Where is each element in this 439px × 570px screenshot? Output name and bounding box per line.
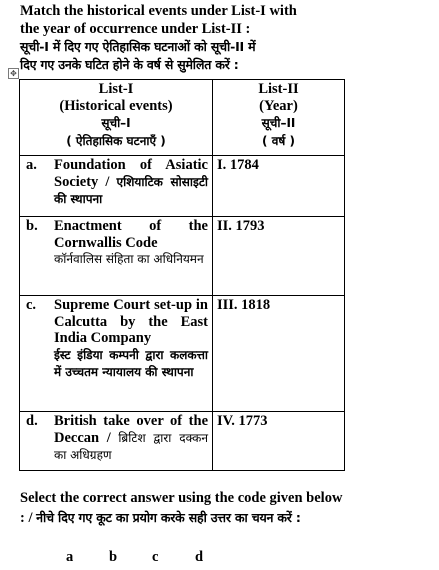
event-cell-c bbox=[20, 296, 213, 412]
event-cell-a bbox=[20, 156, 213, 217]
list2-subtitle: (Year) bbox=[259, 97, 298, 114]
list1-title: List-I bbox=[98, 81, 134, 97]
question-hindi-line-1: सूची-I में दिए गए ऐतिहासिक घटनाओं को सूची-II में bbox=[20, 39, 256, 54]
year-cell-ii bbox=[213, 217, 345, 296]
year-value: II. 1793 bbox=[217, 218, 265, 234]
list2-hindi-title: सूची–II bbox=[261, 116, 296, 130]
list1-hindi-title: सूची–I bbox=[101, 116, 131, 130]
answer-code-header bbox=[66, 549, 238, 566]
event-label: c. bbox=[26, 297, 37, 313]
event-label: a. bbox=[26, 157, 37, 173]
event-hindi: ब्रिटिश द्वारा दक्कन का अधिग्रहण bbox=[54, 430, 208, 462]
table-header-row bbox=[20, 80, 345, 156]
list2-header bbox=[213, 80, 345, 156]
question-line-2: the year of occurrence under List-II : bbox=[20, 21, 251, 37]
code-label-c: c bbox=[152, 549, 159, 565]
event-hindi: एशियाटिक सोसाइटी की स्थापना bbox=[54, 174, 208, 206]
year-value: IV. 1773 bbox=[217, 413, 268, 429]
year-cell-iii bbox=[213, 296, 345, 412]
list1-hindi-subtitle: ( ऐतिहासिक घटनाएँ ) bbox=[66, 134, 166, 148]
year-cell-i bbox=[213, 156, 345, 217]
table-row bbox=[20, 156, 345, 217]
table-row bbox=[20, 296, 345, 412]
event-english: Supreme Court set-up in Calcutta by the East India Company bbox=[54, 297, 208, 346]
list1-header bbox=[20, 80, 213, 156]
code-label-a: a bbox=[66, 549, 74, 565]
event-cell-b bbox=[20, 217, 213, 296]
year-cell-iv bbox=[213, 412, 345, 471]
list2-hindi-subtitle: ( वर्ष ) bbox=[262, 134, 295, 148]
event-english: British take over of the Deccan / bbox=[54, 413, 208, 446]
question-line-1: Match the historical events under List-I with bbox=[20, 3, 297, 19]
event-label: d. bbox=[26, 413, 38, 429]
match-table bbox=[19, 79, 345, 471]
list1-subtitle: (Historical events) bbox=[59, 97, 173, 114]
table-row bbox=[20, 217, 345, 296]
year-value: I. 1784 bbox=[217, 157, 259, 173]
instruction-english: Select the correct answer using the code given below : / bbox=[20, 490, 343, 526]
question-hindi-line-2: दिए गए उनके घटित होने के वर्ष से सुमेलित करें : bbox=[20, 57, 239, 72]
year-value: III. 1818 bbox=[217, 297, 271, 313]
instruction-hindi: नीचे दिए गए कूट का प्रयोग करके सही उत्तर का चयन करें : bbox=[36, 510, 301, 525]
event-label: b. bbox=[26, 218, 38, 234]
table-row bbox=[20, 412, 345, 471]
event-english: Enactment of the Cornwallis Code bbox=[54, 218, 208, 251]
event-cell-d bbox=[20, 412, 213, 471]
code-label-d: d bbox=[195, 549, 204, 565]
table-move-handle-icon[interactable]: ✥ bbox=[8, 68, 19, 79]
instruction-text bbox=[20, 487, 348, 527]
list2-title: List-II bbox=[258, 81, 299, 97]
event-english: Foundation of Asiatic Society / bbox=[54, 157, 208, 190]
code-label-b: b bbox=[109, 549, 118, 565]
event-hindi: कॉर्नवालिस संहिता का अधिनियमन bbox=[54, 252, 204, 266]
event-hindi: ईस्ट इंडिया कम्पनी द्वारा कलकत्ता में उच्चतम न्यायालय की स्थापना bbox=[54, 347, 208, 379]
question-intro bbox=[20, 2, 430, 74]
